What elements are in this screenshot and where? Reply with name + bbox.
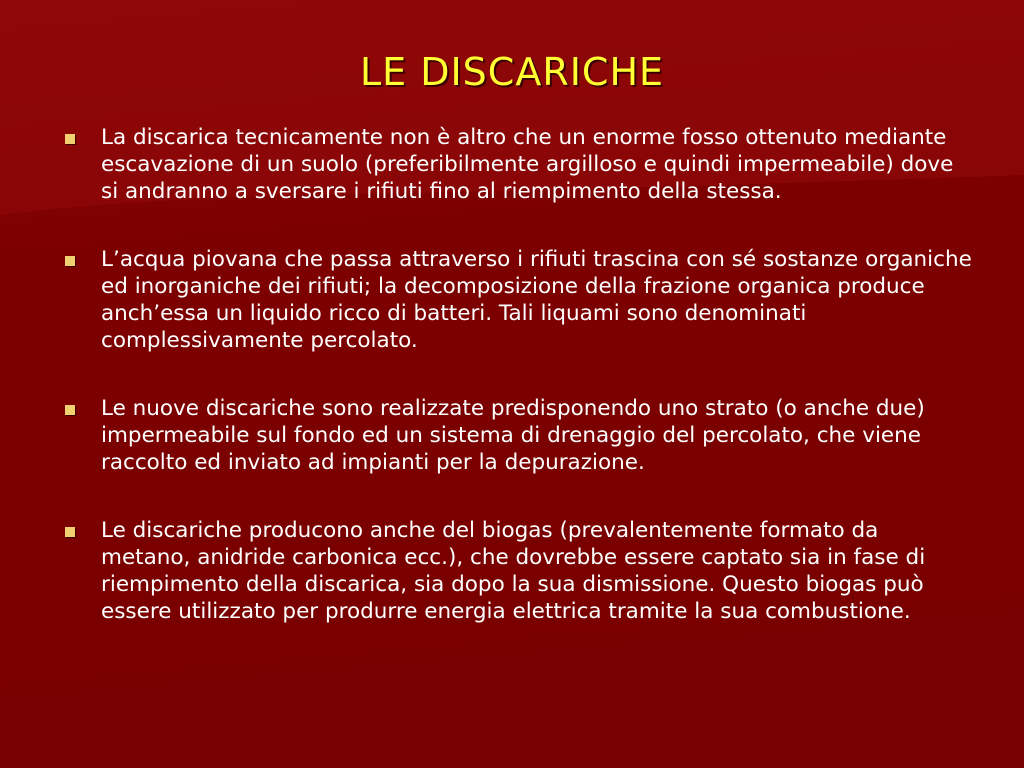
bullet-item xyxy=(62,246,972,354)
square-bullet-icon xyxy=(65,256,75,266)
square-bullet-icon xyxy=(65,405,75,415)
bullet-text: L’acqua piovana che passa attraverso i rifiuti trascina con sé sostanze organiche ed inorganiche dei rifiuti; la decomposizione della frazione organica produce anch’essa un liquido ricco di batteri. Tali liquami sono denominati complessivamente percolato. xyxy=(101,247,972,353)
bullet-text: Le discariche producono anche del biogas (prevalentemente formato da metano, anidride carbonica ecc.), che dovrebbe essere captato sia in fase di riempimento della discarica, sia dopo la sua dismissione. Questo biogas può essere utilizzato per produrre energia elettrica tramite la sua combustione. xyxy=(101,518,926,624)
bullet-text: Le nuove discariche sono realizzate predisponendo uno strato (o anche due) impermeabile sul fondo ed un sistema di drenaggio del percolato, che viene raccolto ed inviato ad impianti per la depurazione. xyxy=(101,396,925,475)
square-bullet-icon xyxy=(65,134,75,144)
bullet-item xyxy=(62,517,972,625)
square-bullet-icon xyxy=(65,527,75,537)
slide-title: LE DISCARICHE xyxy=(359,50,665,94)
bullet-item xyxy=(62,124,972,205)
bullet-text: La discarica tecnicamente non è altro che un enorme fosso ottenuto mediante escavazione di un suolo (preferibilmente argilloso e quindi impermeabile) dove si andranno a sversare i rifiuti fino al riempimento della stessa. xyxy=(101,125,954,204)
bullet-item xyxy=(62,395,972,476)
bullet-list xyxy=(62,124,972,666)
